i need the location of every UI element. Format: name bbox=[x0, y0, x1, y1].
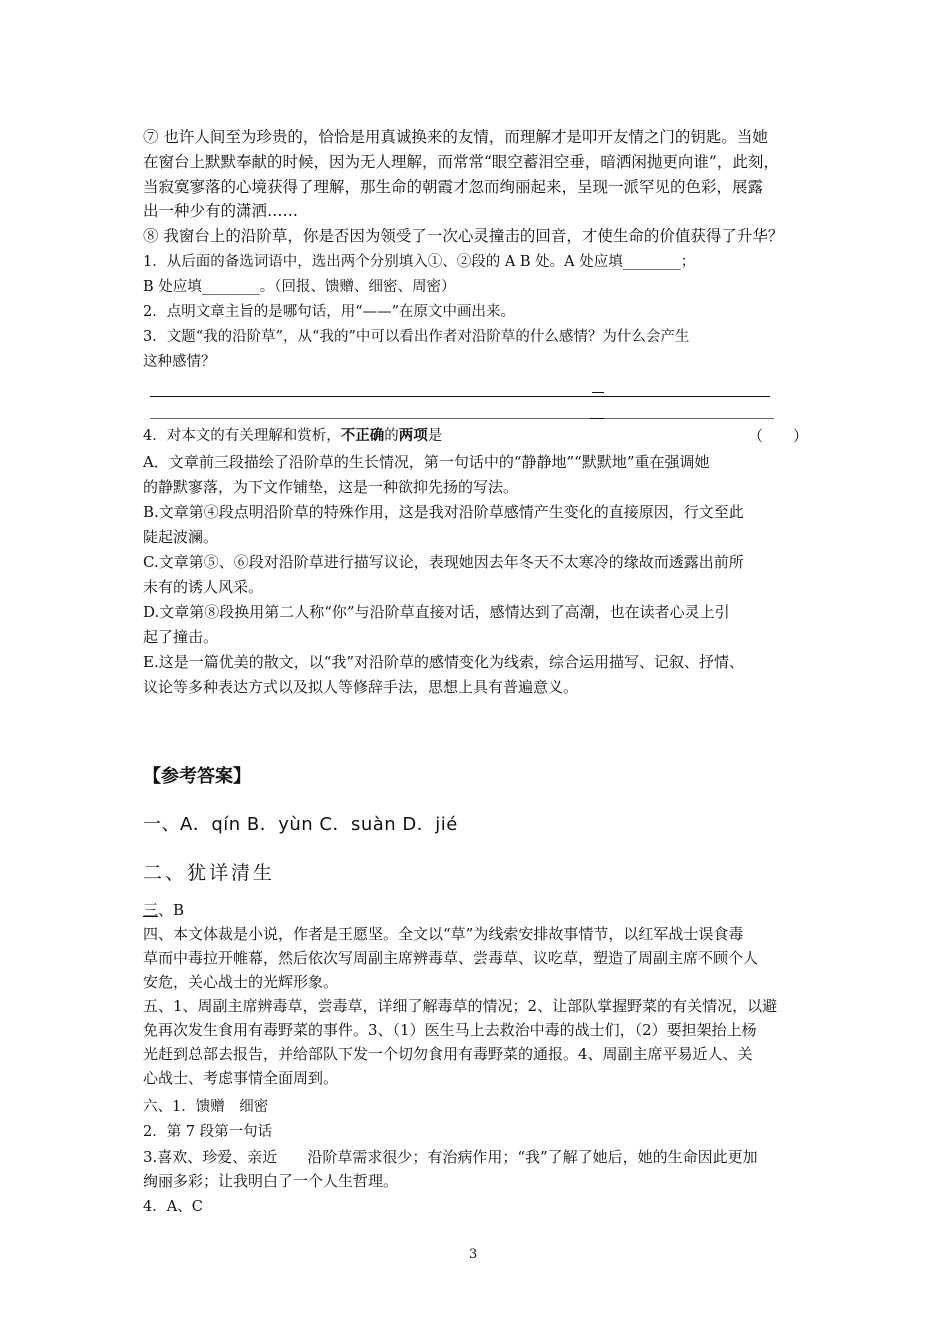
answer-section-4-line-1: 四、本文体裁是小说，作者是王愿坚。全文以“草”为线索安排故事情节，以红军战士误食毒 bbox=[143, 925, 744, 943]
question-3-line-1: 3．文题“我的沿阶草”，从“我的”中可以看出作者对沿阶草的什么感情？为什么会产生 bbox=[143, 329, 690, 345]
answer-line-2[interactable] bbox=[150, 418, 590, 419]
question-3-line-2: 这种感情？ bbox=[143, 354, 216, 370]
question-4-prefix: 4．对本文的有关理解和赏析， bbox=[143, 428, 341, 444]
answer-line-2-mark bbox=[590, 418, 604, 419]
paragraph-7-line-4: 出一种少有的潇洒…… bbox=[143, 202, 299, 220]
question-4-answer-blank[interactable]: （ ） bbox=[748, 427, 809, 445]
answer-section-5-line-4: 心战士、考虑事情全面周到。 bbox=[143, 1069, 339, 1087]
answer-section-6-line-1: 六、1．馈赠 细密 bbox=[143, 1099, 269, 1115]
answer-section-5-line-2: 免再次发生食用有毒野菜的事件。3、（1）医生马上去救治中毒的战士们，（2）要担架抬上杨 bbox=[143, 1021, 757, 1039]
answer-section-6-line-3: 3.喜欢、珍爱、亲近 沿阶草需求很少；有治病作用；“我”了解了她后，她的生命因此更加 bbox=[143, 1148, 758, 1166]
option-a-line-1: A．文章前三段描绘了沿阶草的生长情况，第一句话中的“静静地”“默默地”重在强调她 bbox=[143, 453, 710, 471]
answer-key-title: 【参考答案】 bbox=[143, 766, 251, 787]
option-b-line-2: 陡起波澜。 bbox=[143, 528, 219, 546]
answer-section-3-text: 、B bbox=[158, 901, 185, 919]
option-d-line-1: D.文章第⑧段换用第二人称“你”与沿阶草直接对话，感情达到了高潮，也在读者心灵上引 bbox=[143, 603, 730, 621]
paragraph-7-line-2: 在窗台上默默奉献的时候，因为无人理解，而常常“眼空蓄泪空垂，暗洒闲抛更向谁”，此刻， bbox=[143, 153, 779, 171]
answer-line-2-end bbox=[604, 418, 774, 419]
question-1-line-1: 1．从后面的备选词语中，选出两个分别填入①、②段的 A B 处。A 处应填________； bbox=[143, 254, 696, 270]
question-2: 2．点明文章主旨的是哪句话，用“——”在原文中画出来。 bbox=[143, 304, 516, 320]
question-4-emphasis-2: 两项 bbox=[398, 427, 428, 444]
paragraph-8: ⑧ 我窗台上的沿阶草，你是否因为领受了一次心灵撞击的回音，才使生命的价值获得了升华？ bbox=[143, 227, 784, 245]
option-e-line-1: E.这是一篇优美的散文，以“我”对沿阶草的感情变化为线索，综合运用描写、记叙、抒情、 bbox=[143, 653, 745, 671]
option-d-line-2: 起了撞击。 bbox=[143, 628, 219, 646]
question-4-emphasis-1: 不正确 bbox=[340, 427, 385, 444]
answer-section-2: 二、犹详清生 bbox=[143, 862, 276, 884]
answer-section-5-line-1: 五、1、周副主席辨毒草，尝毒草，详细了解毒草的情况；2、让部队掌握野菜的有关情况，以避 bbox=[143, 997, 778, 1015]
question-4-suffix: 是 bbox=[427, 428, 443, 444]
answer-section-4-line-3: 安危，关心战士的光辉形象。 bbox=[143, 973, 339, 991]
answer-section-3-number: 三 bbox=[143, 901, 159, 919]
answer-section-6-line-2: 2．第 7 段第一句话 bbox=[143, 1124, 273, 1140]
answer-section-1: 一、A．qín B．yùn C．suàn D．jié bbox=[143, 814, 458, 835]
page-number: 3 bbox=[469, 1247, 478, 1262]
option-b-line-1: B.文章第④段点明沿阶草的特殊作用，这是我对沿阶草感情产生变化的直接原因，行文至此 bbox=[143, 503, 744, 521]
answer-section-3 bbox=[143, 898, 184, 922]
question-1-line-2: B 处应填________。（回报、馈赠、细密、周密） bbox=[143, 279, 456, 295]
question-4-mid: 的 bbox=[384, 428, 399, 444]
option-c-line-2: 未有的诱人风采。 bbox=[143, 578, 264, 596]
question-4 bbox=[143, 424, 442, 448]
answer-section-4-line-2: 草而中毒拉开帷幕，然后依次写周副主席辨毒草、尝毒草、议吃草，塑造了周副主席不顾个人 bbox=[143, 949, 759, 967]
answer-line-1[interactable] bbox=[150, 396, 770, 397]
paragraph-7-line-1: ⑦ 也许人间至为珍贵的，恰恰是用真诚换来的友情，而理解才是叩开友情之门的钥匙。当她 bbox=[143, 128, 768, 146]
option-e-line-2: 议论等多种表达方式以及拟人等修辞手法，思想上具有普遍意义。 bbox=[143, 678, 579, 696]
answer-section-6-line-4: 绚丽多彩；让我明白了一个人生哲理。 bbox=[143, 1172, 399, 1190]
paragraph-7-line-3: 当寂寞寥落的心境获得了理解，那生命的朝霞才忽而绚丽起来，呈现一派罕见的色彩，展露 bbox=[143, 178, 764, 196]
answer-section-5-line-3: 光赶到总部去报告，并给部队下发一个切勿食用有毒野菜的通报。4、周副主席平易近人、关 bbox=[143, 1045, 753, 1063]
option-c-line-1: C.文章第⑤、⑥段对沿阶草进行描写议论，表现她因去年冬天不太寒冷的缘故而透露出前所 bbox=[143, 553, 744, 571]
answer-line-1-mark bbox=[592, 392, 604, 393]
answer-section-6-line-5: 4．A、C bbox=[143, 1199, 203, 1215]
option-a-line-2: 的静默寥落，为下文作铺垫，这是一种欲抑先扬的写法。 bbox=[143, 478, 519, 496]
